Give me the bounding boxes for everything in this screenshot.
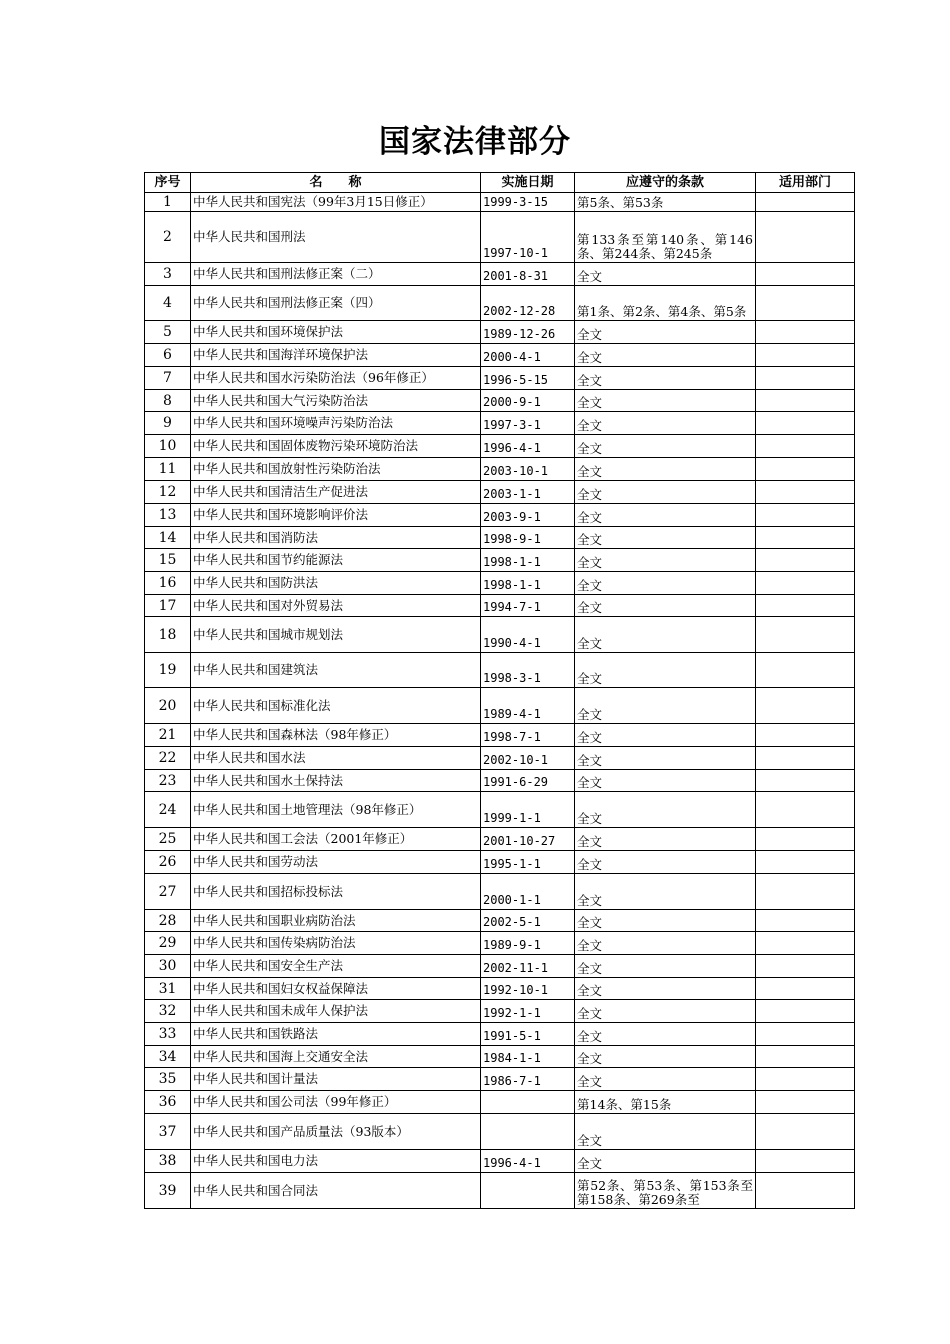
table-row	[145, 458, 855, 481]
applicable-clauses: 全文	[575, 344, 756, 367]
row-index: 14	[145, 527, 191, 549]
department	[756, 1150, 855, 1173]
table-row	[145, 549, 855, 572]
law-name: 中华人民共和国职业病防治法	[191, 910, 481, 932]
row-index: 28	[145, 910, 191, 932]
department	[756, 828, 855, 851]
law-name: 中华人民共和国森林法（98年修正）	[191, 724, 481, 747]
applicable-clauses: 全文	[575, 458, 756, 481]
department	[756, 412, 855, 435]
effective-date: 1992-1-1	[481, 1000, 575, 1023]
table-row	[145, 978, 855, 1000]
applicable-clauses: 第1条、第2条、第4条、第5条	[575, 286, 756, 321]
applicable-clauses: 第133条至第140条、第146条、第244条、第245条	[575, 212, 756, 263]
effective-date: 1991-5-1	[481, 1023, 575, 1046]
effective-date: 1984-1-1	[481, 1046, 575, 1068]
department	[756, 1114, 855, 1150]
row-index: 6	[145, 344, 191, 367]
law-name: 中华人民共和国刑法	[191, 212, 481, 263]
effective-date: 1986-7-1	[481, 1068, 575, 1091]
law-name: 中华人民共和国土地管理法（98年修正）	[191, 792, 481, 828]
effective-date	[481, 1114, 575, 1150]
table-row	[145, 1114, 855, 1150]
department	[756, 792, 855, 828]
department	[756, 617, 855, 653]
department	[756, 1046, 855, 1068]
applicable-clauses: 全文	[575, 527, 756, 549]
department	[756, 458, 855, 481]
applicable-clauses: 第14条、第15条	[575, 1091, 756, 1114]
row-index: 29	[145, 932, 191, 955]
table-row	[145, 1091, 855, 1114]
applicable-clauses: 全文	[575, 321, 756, 344]
law-name: 中华人民共和国环境噪声污染防治法	[191, 412, 481, 435]
table-row	[145, 932, 855, 955]
law-table	[144, 172, 855, 1209]
effective-date: 2000-4-1	[481, 344, 575, 367]
department	[756, 851, 855, 874]
effective-date: 1989-9-1	[481, 932, 575, 955]
effective-date: 2003-10-1	[481, 458, 575, 481]
row-index: 5	[145, 321, 191, 344]
table-row	[145, 1046, 855, 1068]
law-name: 中华人民共和国节约能源法	[191, 549, 481, 572]
applicable-clauses: 全文	[575, 595, 756, 617]
law-name: 中华人民共和国标准化法	[191, 688, 481, 724]
row-index: 9	[145, 412, 191, 435]
table-header-row	[145, 173, 855, 193]
law-name: 中华人民共和国刑法修正案（二）	[191, 263, 481, 286]
effective-date: 1996-4-1	[481, 435, 575, 458]
effective-date: 2002-5-1	[481, 910, 575, 932]
applicable-clauses: 全文	[575, 1068, 756, 1091]
row-index: 26	[145, 851, 191, 874]
row-index: 37	[145, 1114, 191, 1150]
row-index: 11	[145, 458, 191, 481]
table-row	[145, 1000, 855, 1023]
effective-date: 1998-1-1	[481, 549, 575, 572]
law-name: 中华人民共和国安全生产法	[191, 955, 481, 978]
table-row	[145, 286, 855, 321]
effective-date: 1997-3-1	[481, 412, 575, 435]
department	[756, 549, 855, 572]
table-row	[145, 1068, 855, 1091]
law-name: 中华人民共和国环境保护法	[191, 321, 481, 344]
applicable-clauses: 全文	[575, 955, 756, 978]
department	[756, 932, 855, 955]
effective-date: 1998-9-1	[481, 527, 575, 549]
law-name: 中华人民共和国建筑法	[191, 653, 481, 688]
effective-date	[481, 1173, 575, 1209]
table-row	[145, 1173, 855, 1209]
effective-date: 1999-3-15	[481, 193, 575, 212]
applicable-clauses: 全文	[575, 851, 756, 874]
row-index: 12	[145, 481, 191, 504]
row-index: 24	[145, 792, 191, 828]
applicable-clauses: 全文	[575, 617, 756, 653]
law-name: 中华人民共和国铁路法	[191, 1023, 481, 1046]
department	[756, 910, 855, 932]
table-row	[145, 527, 855, 549]
applicable-clauses: 全文	[575, 828, 756, 851]
department	[756, 978, 855, 1000]
row-index: 13	[145, 504, 191, 527]
row-index: 39	[145, 1173, 191, 1209]
law-name: 中华人民共和国水土保持法	[191, 770, 481, 792]
effective-date: 1989-12-26	[481, 321, 575, 344]
department	[756, 770, 855, 792]
department	[756, 653, 855, 688]
law-name: 中华人民共和国产品质量法（93版本）	[191, 1114, 481, 1150]
effective-date: 2000-9-1	[481, 390, 575, 412]
table-row	[145, 212, 855, 263]
row-index: 30	[145, 955, 191, 978]
effective-date: 2002-10-1	[481, 747, 575, 770]
header-department: 适用部门	[756, 173, 855, 193]
applicable-clauses: 全文	[575, 367, 756, 390]
table-row	[145, 595, 855, 617]
table-row	[145, 851, 855, 874]
law-name: 中华人民共和国消防法	[191, 527, 481, 549]
row-index: 34	[145, 1046, 191, 1068]
law-name: 中华人民共和国对外贸易法	[191, 595, 481, 617]
effective-date	[481, 1091, 575, 1114]
law-name: 中华人民共和国公司法（99年修正）	[191, 1091, 481, 1114]
law-name: 中华人民共和国工会法（2001年修正）	[191, 828, 481, 851]
effective-date: 1998-3-1	[481, 653, 575, 688]
table-row	[145, 688, 855, 724]
row-index: 25	[145, 828, 191, 851]
law-name: 中华人民共和国计量法	[191, 1068, 481, 1091]
row-index: 1	[145, 193, 191, 212]
applicable-clauses: 全文	[575, 1046, 756, 1068]
department	[756, 724, 855, 747]
law-name: 中华人民共和国清洁生产促进法	[191, 481, 481, 504]
row-index: 10	[145, 435, 191, 458]
table-body	[145, 193, 855, 1209]
department	[756, 193, 855, 212]
effective-date: 1996-5-15	[481, 367, 575, 390]
table-row	[145, 617, 855, 653]
header-date: 实施日期	[481, 173, 575, 193]
law-name: 中华人民共和国大气污染防治法	[191, 390, 481, 412]
table-row	[145, 572, 855, 595]
applicable-clauses: 全文	[575, 412, 756, 435]
effective-date: 1999-1-1	[481, 792, 575, 828]
applicable-clauses: 全文	[575, 688, 756, 724]
applicable-clauses: 第5条、第53条	[575, 193, 756, 212]
applicable-clauses: 全文	[575, 435, 756, 458]
row-index: 8	[145, 390, 191, 412]
effective-date: 2003-1-1	[481, 481, 575, 504]
applicable-clauses: 全文	[575, 504, 756, 527]
law-name: 中华人民共和国合同法	[191, 1173, 481, 1209]
law-name: 中华人民共和国传染病防治法	[191, 932, 481, 955]
department	[756, 747, 855, 770]
table-row	[145, 792, 855, 828]
applicable-clauses: 第52条、第53条、第153条至第158条、第269条至	[575, 1173, 756, 1209]
effective-date: 2002-11-1	[481, 955, 575, 978]
law-name: 中华人民共和国水污染防治法（96年修正）	[191, 367, 481, 390]
applicable-clauses: 全文	[575, 549, 756, 572]
law-name: 中华人民共和国防洪法	[191, 572, 481, 595]
row-index: 20	[145, 688, 191, 724]
applicable-clauses: 全文	[575, 747, 756, 770]
row-index: 16	[145, 572, 191, 595]
department	[756, 286, 855, 321]
row-index: 3	[145, 263, 191, 286]
department	[756, 390, 855, 412]
table-row	[145, 874, 855, 910]
effective-date: 2002-12-28	[481, 286, 575, 321]
table-row	[145, 910, 855, 932]
law-name: 中华人民共和国宪法（99年3月15日修正）	[191, 193, 481, 212]
applicable-clauses: 全文	[575, 1114, 756, 1150]
header-clause: 应遵守的条款	[575, 173, 756, 193]
row-index: 17	[145, 595, 191, 617]
applicable-clauses: 全文	[575, 263, 756, 286]
table-row	[145, 263, 855, 286]
department	[756, 955, 855, 978]
applicable-clauses: 全文	[575, 481, 756, 504]
department	[756, 595, 855, 617]
effective-date: 2003-9-1	[481, 504, 575, 527]
applicable-clauses: 全文	[575, 1000, 756, 1023]
effective-date: 1998-1-1	[481, 572, 575, 595]
header-index: 序号	[145, 173, 191, 193]
applicable-clauses: 全文	[575, 978, 756, 1000]
page-title: 国家法律部分	[379, 124, 571, 160]
table-row	[145, 828, 855, 851]
applicable-clauses: 全文	[575, 390, 756, 412]
department	[756, 344, 855, 367]
effective-date: 2000-1-1	[481, 874, 575, 910]
table-row	[145, 724, 855, 747]
table-row	[145, 770, 855, 792]
table-row	[145, 1150, 855, 1173]
effective-date: 2001-10-27	[481, 828, 575, 851]
row-index: 15	[145, 549, 191, 572]
effective-date: 1990-4-1	[481, 617, 575, 653]
table-row	[145, 412, 855, 435]
department	[756, 481, 855, 504]
header-name: 名 称	[191, 173, 481, 193]
effective-date: 1996-4-1	[481, 1150, 575, 1173]
applicable-clauses: 全文	[575, 1023, 756, 1046]
table-row	[145, 435, 855, 458]
table-row	[145, 193, 855, 212]
row-index: 32	[145, 1000, 191, 1023]
table-row	[145, 390, 855, 412]
table-row	[145, 747, 855, 770]
law-name: 中华人民共和国电力法	[191, 1150, 481, 1173]
department	[756, 1173, 855, 1209]
applicable-clauses: 全文	[575, 653, 756, 688]
effective-date: 1995-1-1	[481, 851, 575, 874]
applicable-clauses: 全文	[575, 572, 756, 595]
department	[756, 572, 855, 595]
row-index: 35	[145, 1068, 191, 1091]
row-index: 19	[145, 653, 191, 688]
row-index: 2	[145, 212, 191, 263]
department	[756, 1068, 855, 1091]
department	[756, 367, 855, 390]
row-index: 18	[145, 617, 191, 653]
row-index: 22	[145, 747, 191, 770]
effective-date: 1992-10-1	[481, 978, 575, 1000]
effective-date: 1997-10-1	[481, 212, 575, 263]
table-row	[145, 504, 855, 527]
table-row	[145, 344, 855, 367]
table-row	[145, 481, 855, 504]
applicable-clauses: 全文	[575, 910, 756, 932]
law-name: 中华人民共和国放射性污染防治法	[191, 458, 481, 481]
department	[756, 504, 855, 527]
table-row	[145, 653, 855, 688]
applicable-clauses: 全文	[575, 724, 756, 747]
law-name: 中华人民共和国刑法修正案（四）	[191, 286, 481, 321]
effective-date: 1989-4-1	[481, 688, 575, 724]
department	[756, 527, 855, 549]
law-name: 中华人民共和国水法	[191, 747, 481, 770]
applicable-clauses: 全文	[575, 874, 756, 910]
applicable-clauses: 全文	[575, 792, 756, 828]
applicable-clauses: 全文	[575, 932, 756, 955]
department	[756, 688, 855, 724]
row-index: 4	[145, 286, 191, 321]
row-index: 38	[145, 1150, 191, 1173]
law-name: 中华人民共和国环境影响评价法	[191, 504, 481, 527]
effective-date: 1998-7-1	[481, 724, 575, 747]
law-name: 中华人民共和国海洋环境保护法	[191, 344, 481, 367]
department	[756, 321, 855, 344]
row-index: 36	[145, 1091, 191, 1114]
law-name: 中华人民共和国招标投标法	[191, 874, 481, 910]
department	[756, 1091, 855, 1114]
applicable-clauses: 全文	[575, 770, 756, 792]
department	[756, 1000, 855, 1023]
department	[756, 1023, 855, 1046]
law-name: 中华人民共和国城市规划法	[191, 617, 481, 653]
law-name: 中华人民共和国海上交通安全法	[191, 1046, 481, 1068]
table-row	[145, 955, 855, 978]
table-row	[145, 1023, 855, 1046]
effective-date: 2001-8-31	[481, 263, 575, 286]
department	[756, 874, 855, 910]
department	[756, 212, 855, 263]
row-index: 23	[145, 770, 191, 792]
effective-date: 1994-7-1	[481, 595, 575, 617]
effective-date: 1991-6-29	[481, 770, 575, 792]
department	[756, 263, 855, 286]
table-row	[145, 367, 855, 390]
law-name: 中华人民共和国妇女权益保障法	[191, 978, 481, 1000]
row-index: 21	[145, 724, 191, 747]
row-index: 7	[145, 367, 191, 390]
row-index: 27	[145, 874, 191, 910]
row-index: 31	[145, 978, 191, 1000]
law-name: 中华人民共和国未成年人保护法	[191, 1000, 481, 1023]
row-index: 33	[145, 1023, 191, 1046]
table-row	[145, 321, 855, 344]
law-name: 中华人民共和国固体废物污染环境防治法	[191, 435, 481, 458]
applicable-clauses: 全文	[575, 1150, 756, 1173]
law-name: 中华人民共和国劳动法	[191, 851, 481, 874]
department	[756, 435, 855, 458]
